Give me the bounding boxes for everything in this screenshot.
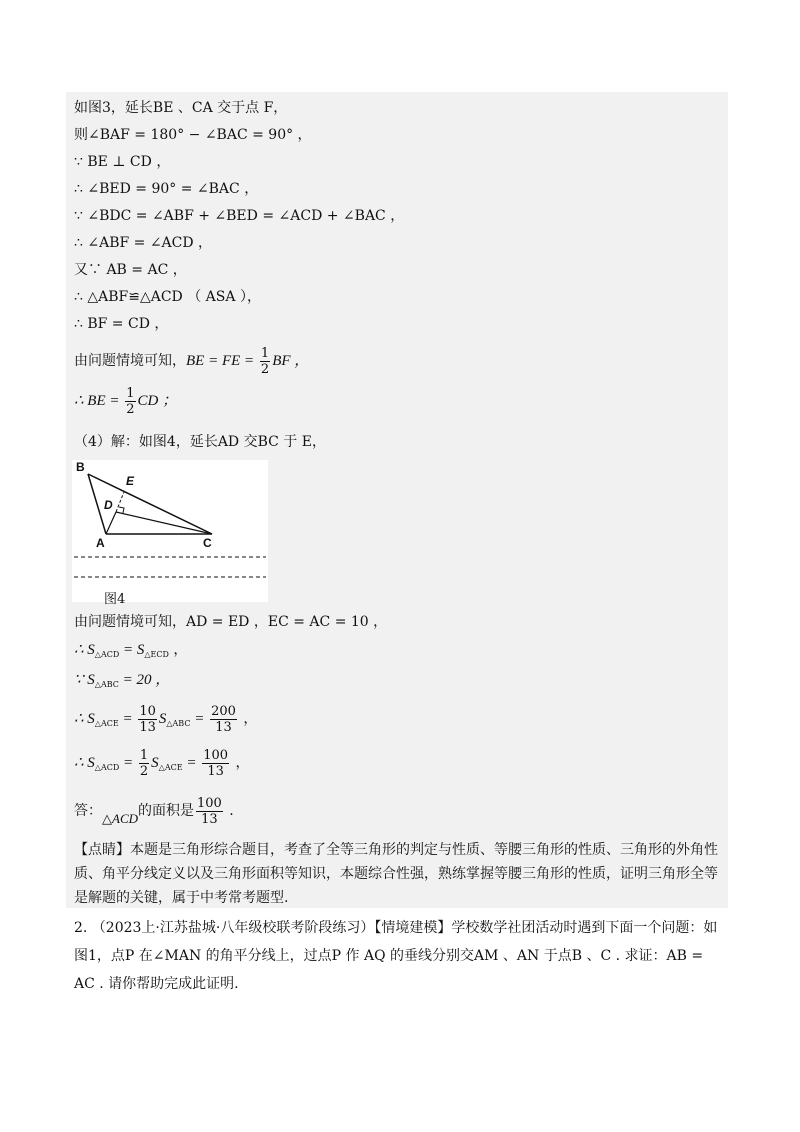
proof-line: ∴ BF = CD ， xyxy=(74,316,169,332)
fraction: $\frac{200}{13}$ xyxy=(211,703,236,735)
proof-line: ∴ △ABF≌△ACD （ ASA ）， xyxy=(74,289,261,305)
fraction: $\frac{100}{13}$ xyxy=(203,747,229,779)
proof-line: ∴ ∠ABF = ∠ACD ， xyxy=(74,235,213,251)
label-D: D xyxy=(104,498,113,512)
proof-line: ∵ ∠BDC = ∠ABF + ∠BED = ∠ACD + ∠BAC ， xyxy=(74,208,405,224)
label-C: C xyxy=(203,536,212,550)
triangle-diagram xyxy=(72,460,268,602)
label-A: A xyxy=(96,536,105,550)
label-E: E xyxy=(126,474,135,488)
fraction: $\frac{1}{2}$ xyxy=(139,747,149,779)
figure-4 xyxy=(72,460,268,602)
proof-line: ∵ BE ⊥ CD ， xyxy=(74,154,171,170)
fraction: $\frac{1}{2}$ xyxy=(126,385,135,417)
label-B: B xyxy=(76,460,85,474)
fraction: $\frac{1}{2}$ xyxy=(260,345,270,377)
proof-line: 由问题情境可知，AD = ED ，EC = AC = 10 ， xyxy=(74,614,388,630)
comment-paragraph: 【点睛】本题是三角形综合题目，考查了全等三角形的判定与性质、等腰三角形的性质、三角形的外角性质、角平分线定义以及三角形面积等知识，本题综合性强，熟练掌握等腰三角形的性质，证明三角形全等是解题的关键，属于中考常考题型. xyxy=(74,842,718,906)
proof-line-fraction: 由问题情境可知，BE = FE = $\frac{1}{2}$ BF ， xyxy=(74,345,310,377)
proof-line-area: ∴ $S_{\triangle ACD} = S_{\triangle ECD}$ ， xyxy=(74,642,188,659)
proof-line-fraction: ∴ $S_{\triangle ACD}$ = $\frac{1}{2}$ $S_{\triangle ACE}$ = $\frac{100}{13}$ ， xyxy=(74,747,250,779)
proof-line: 则∠BAF = 180° − ∠BAC = 90° ， xyxy=(74,127,312,143)
proof-line: 如图3，延长BE 、CA 交于点 F， xyxy=(74,100,288,116)
proof-line-fraction: ∴ $S_{\triangle ACE}$ = $\frac{10}{13}$ $S_{\triangle ABC}$ = $\frac{200}{13}$ ， xyxy=(74,703,258,735)
problem-2: 2. （2023上·江苏盐城·八年级校联考阶段练习）【情境建模】学校数学社团活动时遇到下面一个问题：如图1，点P 在∠MAN 的角平分线上，过点P 作 AQ 的垂线分别交AM 、AN 于点B 、C . 求证：AB = AC . 请你帮助完成此证明. xyxy=(74,920,718,992)
figure-caption: 图4 xyxy=(104,592,126,607)
part4-heading: （4）解：如图4，延长AD 交BC 于 E， xyxy=(74,434,326,450)
proof-line: ∴ ∠BED = 90° = ∠BAC ， xyxy=(74,181,259,197)
fraction: $\frac{100}{13}$ xyxy=(197,795,222,827)
fraction: $\frac{10}{13}$ xyxy=(139,703,156,735)
proof-line: 又∵ AB = AC ， xyxy=(74,262,187,278)
proof-line-fraction: ∴ BE = $\frac{1}{2}$ CD ； xyxy=(74,385,178,417)
proof-line-area: ∵ $S_{\triangle ABC} = 20$ ， xyxy=(74,672,171,689)
answer-line: 答：△ACD的面积是 $\frac{100}{13}$ . xyxy=(74,795,234,827)
